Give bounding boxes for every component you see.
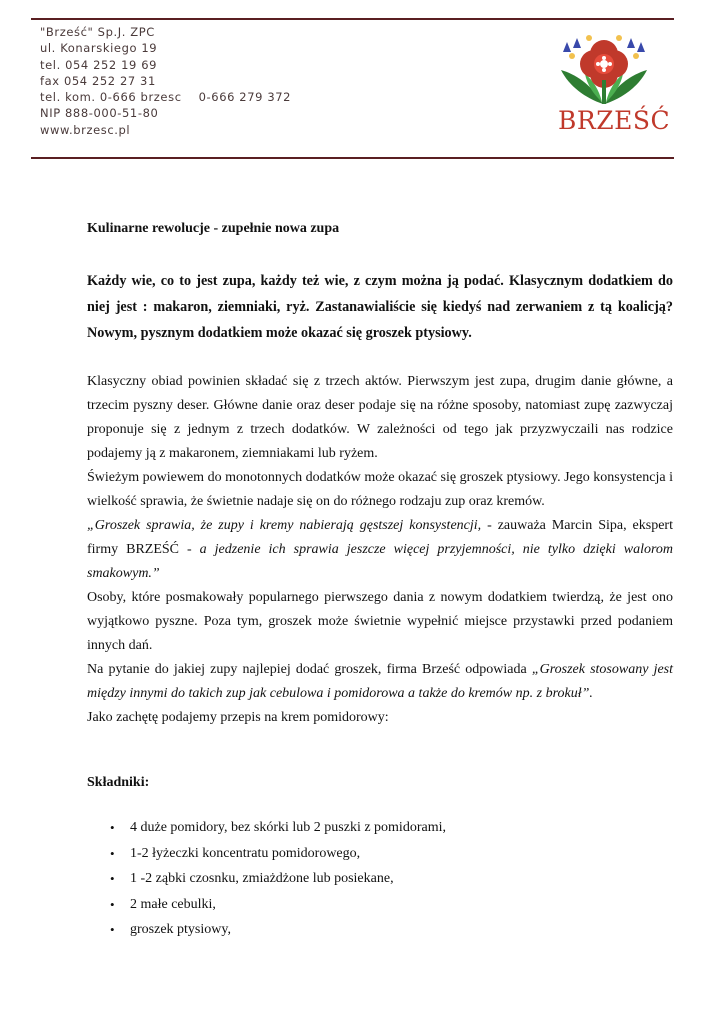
ingredient-item: • 1 -2 ząbki czosnku, zmiażdżone lub posiekane, [110, 866, 446, 892]
contact-website: www.brzesc.pl [40, 122, 131, 137]
quote-attribution: zauważa Marcin Sipa, ekspert firmy BRZEŚĆ - [87, 518, 673, 557]
ingredient-item: • groszek ptysiowy, [110, 917, 446, 943]
paragraph-fresh-addition: Świeżym powiewem do monotonnych dodatków może okazać się groszek ptysiowy. Jego konsystencja i wielkość sprawia, że świetnie nadaje się on do różnego rodzaju zup oraz kremów. [87, 470, 673, 509]
ingredient-item: • 2 małe cebulki, [110, 892, 446, 918]
header-top-rule [31, 18, 674, 20]
contact-mobile: tel. kom. 0-666 brzesc 0-666 279 372 [40, 90, 292, 105]
paragraph-classic-dinner: Klasyczny obiad powinien składać się z trzech aktów. Pierwszym jest zupa, drugim danie główne, a trzecim pyszny deser. Główne danie oraz deser podaje się na różne sposoby, natomiast zupę zazwyczaj proponuje się z jednym z trzech dodatków. W zależności od tego jak przyzwyczaili nas rodzice podajemy ją z makaronem, ziemniakami lub ryżem. [87, 374, 673, 461]
paragraph-opinions: Osoby, które posmakowały popularnego pierwszego dania z nowym dodatkiem twierdzą, że jest ono wyjątkowo pyszne. Poza tym, groszek może świetnie wypełnić miejsce przystawki przed podaniem innych dań. [87, 590, 673, 653]
ingredient-item: • 4 duże pomidory, bez skórki lub 2 puszki z pomidorami, [110, 815, 446, 841]
paragraph-recipe-intro: Jako zachętę podajemy przepis na krem pomidorowy: [87, 710, 389, 725]
contact-phone: tel. 054 252 19 69 [40, 57, 158, 72]
which-soup-intro: Na pytanie do jakiej zupy najlepiej dodać groszek, firma Brześć odpowiada [87, 662, 532, 677]
contact-nip: NIP 888-000-51-80 [40, 106, 159, 121]
quote-part-2: a jedzenie ich sprawia jeszcze więcej przyjemności, nie tylko dzięki walorom smakowym.” [87, 542, 673, 581]
company-contact-block [40, 24, 291, 138]
paragraph-expert-quote [87, 514, 673, 586]
logo-yellow-bud-1 [586, 35, 592, 41]
which-soup-quote: „Groszek stosowany jest między innymi do takich zup jak cebulowa i pomidorowa a także do kremów np. z brokuł”. [87, 662, 674, 701]
paragraph-which-soup [87, 658, 673, 706]
ingredients-heading: Składniki: [87, 775, 150, 790]
article-body [87, 370, 673, 730]
logo-side-flower-left [563, 38, 581, 59]
contact-address: ul. Konarskiego 19 [40, 41, 158, 56]
contact-fax: fax 054 252 27 31 [40, 73, 156, 88]
ingredient-item: • 1-2 łyżeczki koncentratu pomidorowego, [110, 841, 446, 867]
logo-yellow-bud-2 [616, 35, 622, 41]
header-bottom-rule [31, 157, 674, 159]
ingredients-list [110, 815, 446, 943]
logo-stem [602, 80, 606, 104]
article-lead: Każdy wie, co to jest zupa, każdy też wie, z czym można ją podać. Klasycznym dodatkiem do niej jest : makaron, ziemniaki, ryż. Zastanawialiście się kiedyś nad zerwaniem z tą koalicją? Nowym, pysznym dodatkiem może okazać się groszek ptysiowy. [87, 273, 673, 341]
logo-side-flower-right [627, 38, 645, 59]
article-title: Kulinarne rewolucje - zupełnie nowa zupa [87, 221, 340, 236]
logo-wordmark: BRZEŚĆ [558, 106, 671, 135]
contact-company-name: "Brześć" Sp.J. ZPC [40, 25, 155, 39]
quote-part-1: „Groszek sprawia, że zupy i kremy nabierają gęstszej konsystencji, - [87, 518, 498, 533]
